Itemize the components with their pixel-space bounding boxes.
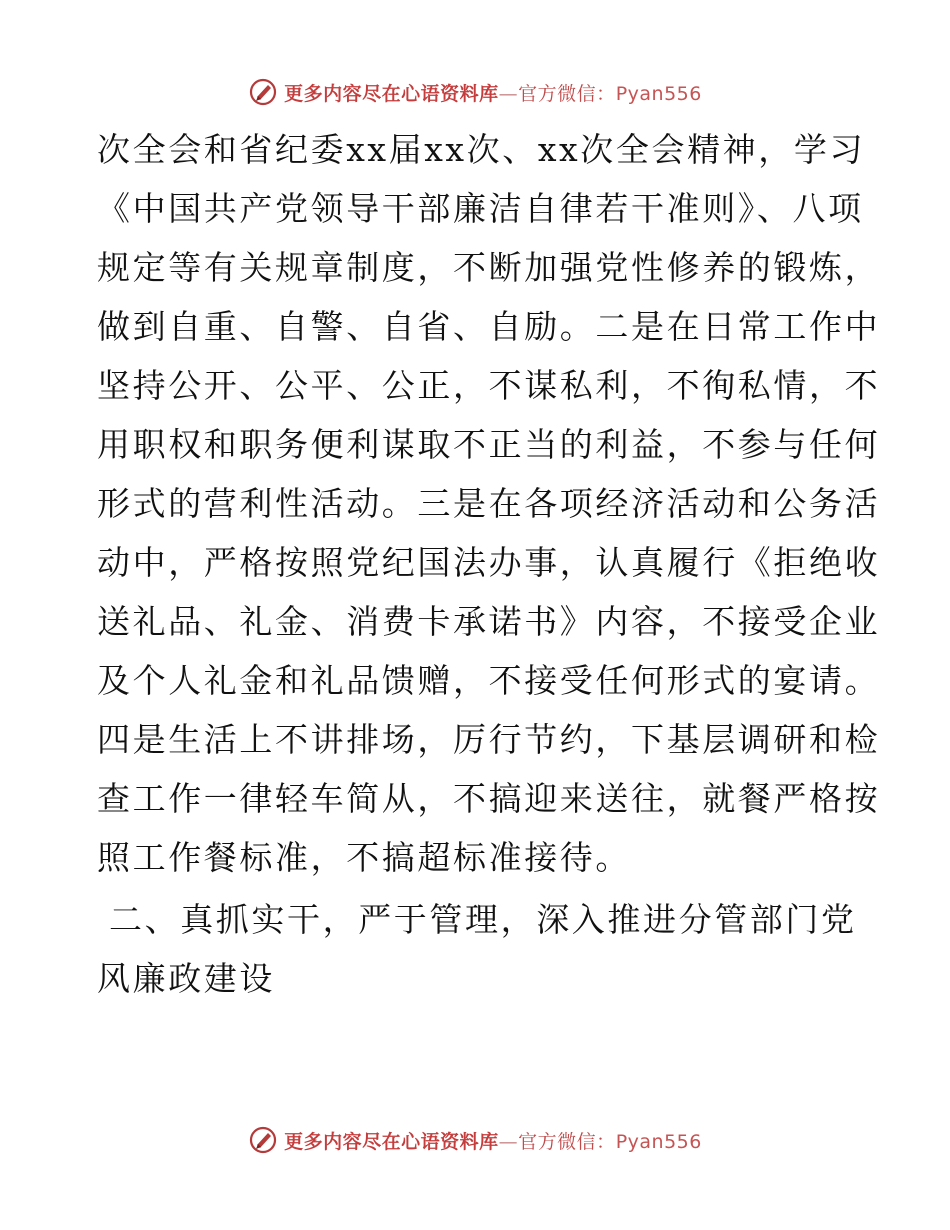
body-line: 坚持公开、公平、公正，不谋私利，不徇私情，不 bbox=[97, 366, 881, 405]
watermark-dash: — bbox=[498, 1130, 519, 1153]
watermark-brand: 更多内容尽在心语资料库 bbox=[284, 1130, 499, 1153]
watermark-contact: Pyan556 bbox=[615, 1130, 702, 1153]
watermark-text bbox=[284, 1127, 702, 1154]
section-heading bbox=[97, 890, 857, 1008]
watermark-brand: 更多内容尽在心语资料库 bbox=[284, 82, 499, 105]
body-line: 次全会和省纪委xx届xx次、xx次全会精神，学习 bbox=[97, 130, 866, 169]
pen-seal-logo-icon bbox=[248, 1125, 278, 1155]
watermark-text bbox=[284, 79, 702, 106]
body-line: 照工作餐标准，不搞超标准接待。 bbox=[97, 838, 631, 877]
body-line: 形式的营利性活动。三是在各项经济活动和公务活 bbox=[97, 484, 881, 523]
watermark-label: 官方微信： bbox=[518, 82, 616, 105]
body-line: 送礼品、礼金、消费卡承诺书》内容，不接受企业 bbox=[97, 602, 881, 641]
pen-seal-logo-icon bbox=[248, 77, 278, 107]
heading-line-1: 二、真抓实干，严于管理，深入推进分管部门党 bbox=[109, 900, 857, 939]
body-line: 用职权和职务便利谋取不正当的利益，不参与任何 bbox=[97, 425, 881, 464]
watermark-contact: Pyan556 bbox=[615, 82, 702, 105]
heading-line-2: 风廉政建设 bbox=[97, 959, 275, 998]
header-watermark bbox=[0, 72, 950, 112]
watermark-dash: — bbox=[498, 82, 519, 105]
footer-watermark bbox=[0, 1120, 950, 1160]
document-body bbox=[97, 120, 881, 887]
body-line: 四是生活上不讲排场，厉行节约，下基层调研和检 bbox=[97, 720, 881, 759]
body-line: 做到自重、自警、自省、自励。二是在日常工作中 bbox=[97, 307, 881, 346]
body-line: 《中国共产党领导干部廉洁自律若干准则》、八项 bbox=[97, 189, 864, 228]
body-line: 规定等有关规章制度，不断加强党性修养的锻炼， bbox=[97, 248, 881, 287]
body-line: 查工作一律轻车简从，不搞迎来送往，就餐严格按 bbox=[97, 779, 881, 818]
body-line: 动中，严格按照党纪国法办事，认真履行《拒绝收 bbox=[97, 543, 881, 582]
body-line: 及个人礼金和礼品馈赠，不接受任何形式的宴请。 bbox=[97, 661, 881, 700]
watermark-label: 官方微信： bbox=[518, 1130, 616, 1153]
